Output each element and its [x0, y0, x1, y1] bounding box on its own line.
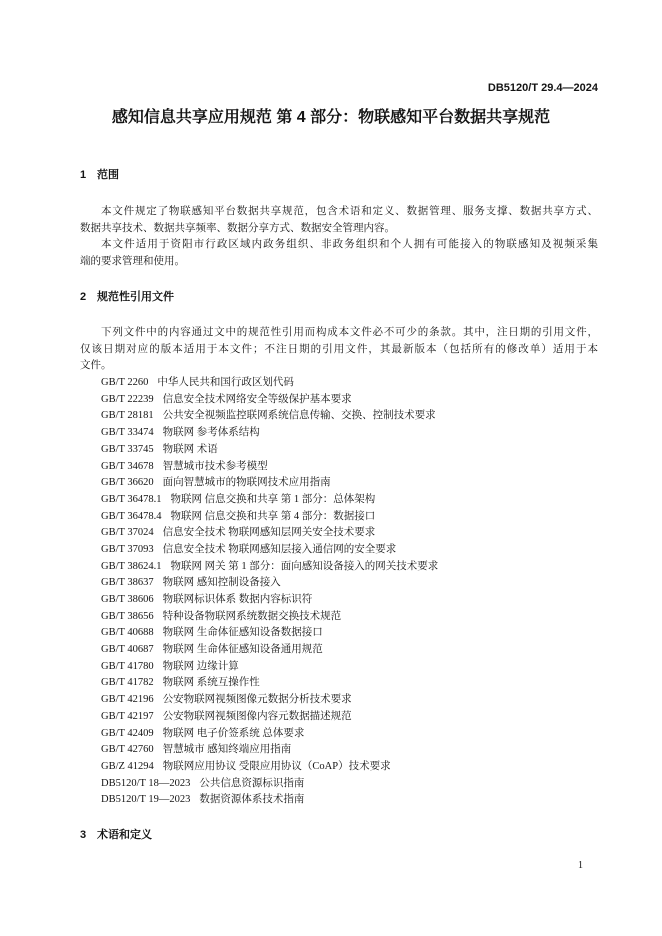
reference-item: [80, 492, 598, 509]
reference-title: 物联网 术语: [162, 443, 218, 455]
reference-title: 智慧城市 感知终端应用指南: [162, 744, 292, 756]
paragraph-line: 下列文件中的内容通过文中的规范性引用而构成本文件必不可少的条款。其中，注日期的引用文件，: [101, 327, 598, 338]
paragraph-line: 文件。: [80, 360, 112, 372]
reference-title: 公共信息资源标识指南: [199, 777, 305, 789]
reference-title: 物联网 边缘计算: [162, 660, 239, 672]
reference-title: 信息安全技术网络安全等级保护基本要求: [162, 393, 352, 405]
paragraph-line: 本文件规定了物联感知平台数据共享规范，包含术语和定义、数据管理、服务支撑、数据共享方式、: [101, 206, 598, 217]
reference-item: [80, 675, 598, 692]
reference-title: 特种设备物联网系统数据交换技术规范: [162, 610, 342, 622]
reference-title: 物联网 感知控制设备接入: [162, 577, 281, 589]
reference-code: GB/T 33474: [101, 427, 154, 439]
reference-item: [80, 792, 598, 809]
reference-title: 公安物联网视频图像元数据分析技术要求: [162, 694, 352, 706]
reference-code: GB/T 36620: [101, 477, 154, 489]
reference-item: [80, 509, 598, 526]
reference-list: [80, 375, 598, 809]
reference-code: GB/T 40687: [101, 644, 154, 656]
reference-code: GB/T 42197: [101, 710, 154, 722]
reference-code: GB/T 2260: [101, 377, 149, 389]
reference-item: [80, 442, 598, 459]
reference-item: [80, 709, 598, 726]
reference-item: [80, 642, 598, 659]
document-code: DB5120/T 29.4—2024: [487, 82, 598, 94]
reference-code: GB/T 38624.1: [101, 560, 162, 572]
reference-title: 信息安全技术 物联网感知层接入通信网的安全要求: [162, 543, 397, 555]
reference-item: [80, 776, 598, 793]
reference-item: [80, 625, 598, 642]
section-number: 3: [80, 829, 87, 841]
reference-item: [80, 425, 598, 442]
reference-title: 物联网 信息交换和共享 第 1 部分：总体架构: [170, 493, 376, 505]
reference-code: GB/T 33745: [101, 443, 154, 455]
reference-title: 公安物联网视频图像内容元数据描述规范: [162, 710, 352, 722]
document-title: 感知信息共享应用规范 第 4 部分：物联感知平台数据共享规范: [111, 109, 551, 126]
reference-code: GB/T 42760: [101, 744, 154, 756]
reference-code: GB/T 40688: [101, 627, 154, 639]
reference-item: [80, 692, 598, 709]
paragraph-line: 仅该日期对应的版本适用于本文件；不注日期的引用文件，其最新版本（包括所有的修改单）适用于本: [80, 343, 598, 355]
reference-code: GB/T 28181: [101, 410, 154, 422]
reference-code: GB/T 37093: [101, 543, 154, 555]
reference-code: GB/T 42196: [101, 694, 154, 706]
reference-code: GB/T 41782: [101, 677, 154, 689]
reference-code: GB/T 36478.4: [101, 510, 162, 522]
paragraph-line: 数据共享技术、数据共享频率、数据分享方式、数据安全管理内容。: [80, 222, 395, 234]
reference-code: GB/T 38606: [101, 594, 154, 605]
reference-title: 面向智慧城市的物联网技术应用指南: [162, 477, 331, 489]
paragraph-line: 本文件适用于资阳市行政区域内政务组织、非政务组织和个人拥有可能接入的物联感知及视频采集: [101, 239, 598, 251]
section-title: 术语和定义: [97, 829, 152, 841]
reference-item: [80, 726, 598, 743]
reference-code: DB5120/T 19—2023: [101, 794, 191, 806]
reference-title: 物联网 生命体征感知设备数据接口: [162, 627, 323, 639]
reference-title: 物联网 网关 第 1 部分：面向感知设备接入的网关技术要求: [170, 560, 439, 572]
section-heading-normative-references: [80, 289, 174, 305]
reference-code: GB/T 37024: [101, 527, 154, 539]
reference-title: 物联网 电子价签系统 总体要求: [162, 727, 305, 739]
reference-code: GB/T 22239: [101, 393, 154, 405]
reference-item: [80, 609, 598, 626]
reference-item: [80, 659, 598, 676]
reference-title: 物联网标识体系 数据内容标识符: [162, 594, 313, 605]
reference-code: DB5120/T 18—2023: [101, 777, 191, 789]
section-title: 范围: [97, 169, 119, 181]
reference-item: [80, 392, 598, 409]
reference-item: [80, 542, 598, 559]
section-heading-terms-and-definitions: [80, 827, 152, 843]
section-body-scope: [80, 204, 598, 271]
section-body-normative-references: [80, 325, 598, 809]
reference-title: 物联网 生命体征感知设备通用规范: [162, 644, 323, 656]
reference-code: GB/T 36478.1: [101, 493, 162, 505]
reference-title: 物联网 系统互操作性: [162, 677, 260, 689]
reference-title: 智慧城市技术参考模型: [162, 460, 268, 472]
reference-code: GB/T 34678: [101, 460, 154, 472]
paragraph-line: 端的要求管理和使用。: [80, 256, 185, 268]
section-title: 规范性引用文件: [97, 291, 174, 303]
reference-title: 公共安全视频监控联网系统信息传输、交换、控制技术要求: [162, 410, 436, 422]
reference-code: GB/T 38656: [101, 610, 154, 622]
reference-title: 物联网 信息交换和共享 第 4 部分：数据接口: [170, 510, 376, 522]
section-number: 2: [80, 291, 87, 303]
reference-item: [80, 592, 598, 609]
reference-item: [80, 559, 598, 576]
reference-code: GB/Z 41294: [101, 760, 154, 772]
reference-code: GB/T 42409: [101, 727, 154, 739]
reference-item: [80, 742, 598, 759]
reference-title: 数据资源体系技术指南: [199, 794, 305, 806]
reference-code: GB/T 38637: [101, 577, 154, 589]
page-number: 1: [578, 860, 583, 871]
reference-item: [80, 759, 598, 776]
reference-title: 物联网 参考体系结构: [162, 427, 260, 439]
reference-item: [80, 408, 598, 425]
reference-item: [80, 375, 598, 392]
section-number: 1: [80, 169, 87, 181]
reference-title: 物联网应用协议 受限应用协议（CoAP）技术要求: [162, 760, 391, 772]
reference-item: [80, 459, 598, 476]
section-heading-scope: [80, 167, 119, 183]
reference-title: 中华人民共和国行政区划代码: [157, 377, 294, 389]
reference-code: GB/T 41780: [101, 660, 154, 672]
reference-item: [80, 575, 598, 592]
reference-item: [80, 475, 598, 492]
reference-item: [80, 525, 598, 542]
reference-title: 信息安全技术 物联网感知层网关安全技术要求: [162, 527, 376, 539]
